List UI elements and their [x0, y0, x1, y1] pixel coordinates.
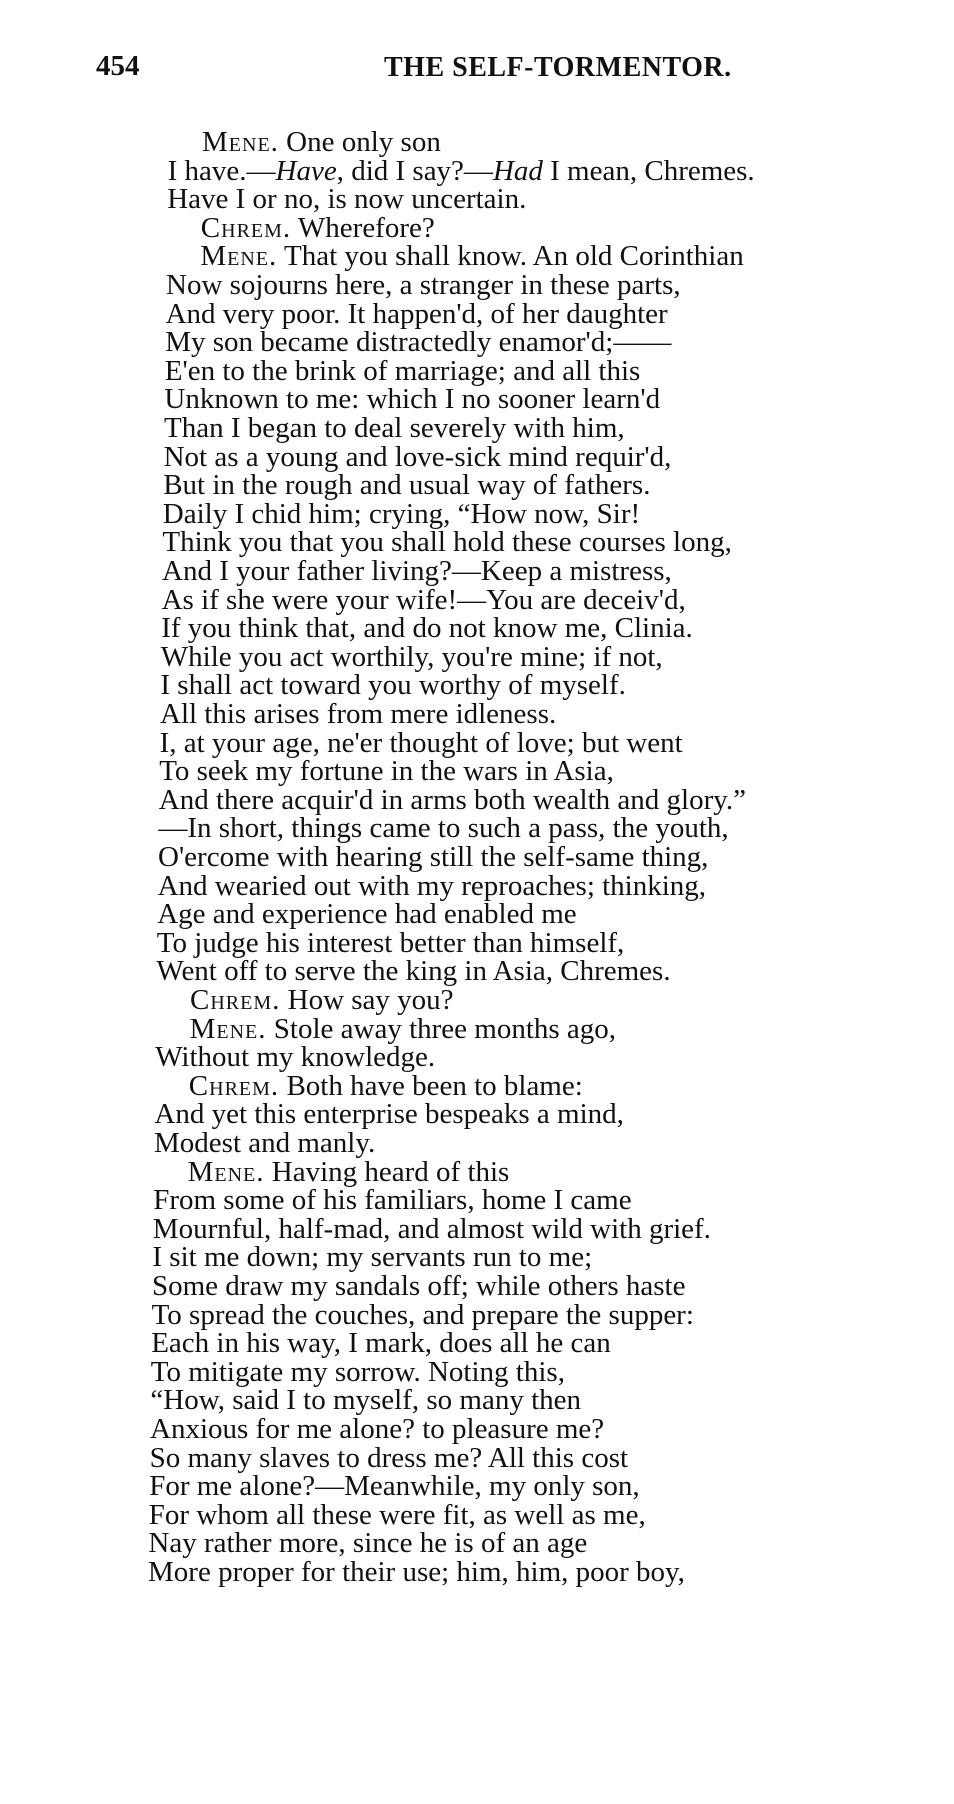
- line-text: Some draw my sandals off; while others haste: [152, 1270, 686, 1302]
- speaker-name: Mene.: [187, 1155, 265, 1188]
- line-text: To mitigate my sorrow. Noting this,: [150, 1355, 565, 1388]
- line-text: And there acquir'd in arms both wealth and glory.”: [158, 783, 746, 816]
- verse-line: [155, 1070, 583, 1102]
- speaker-name: Mene.: [200, 240, 278, 273]
- verse-line: [157, 927, 625, 959]
- line-text: So many slaves to dress me? All this cost: [149, 1441, 629, 1474]
- line-text: “How, said I to myself, so many then: [150, 1384, 582, 1417]
- line-text: I, at your age, ne'er thought of love; but went: [159, 726, 683, 759]
- verse-line: [159, 755, 614, 787]
- verse-line: [161, 612, 693, 644]
- line-text: For me alone?—Meanwhile, my only son,: [149, 1470, 640, 1503]
- verse-line: [154, 1156, 510, 1188]
- line-text: Anxious for me alone? to pleasure me?: [150, 1413, 605, 1445]
- verse-line: [158, 870, 706, 902]
- line-text: Stole away three months ago,: [266, 1012, 617, 1045]
- line-text: I have.—: [167, 154, 276, 187]
- line-text: E'en to the brink of marriage; and all this: [164, 354, 641, 387]
- verse-line: [151, 1327, 611, 1359]
- line-text: O'ercome with hearing still the self-same thing,: [158, 841, 709, 873]
- emphasis-text: Had: [492, 154, 543, 187]
- page-number: 454: [96, 50, 140, 82]
- verse-line: [163, 498, 640, 530]
- verse-line: [154, 1098, 624, 1130]
- line-text: And yet this enterprise bespeaks a mind,: [154, 1098, 624, 1131]
- verse-line: [164, 441, 672, 473]
- line-text: And very poor. It happen'd, of her daughter: [165, 297, 668, 330]
- line-text: And I your father living?—Keep a mistress,: [162, 555, 672, 587]
- line-text: I shall act toward you worthy of myself.: [160, 669, 626, 702]
- line-text: To seek my fortune in the wars in Asia,: [159, 755, 614, 788]
- line-text: Unknown to me: which I no sooner learn'd: [164, 383, 661, 416]
- verse-line: [160, 727, 683, 759]
- verse-line: [155, 1041, 435, 1073]
- line-text: To spread the couches, and prepare the supper:: [151, 1298, 694, 1331]
- verse-line: [156, 984, 454, 1016]
- line-text: One only son: [278, 126, 441, 158]
- verse-line: [152, 1241, 592, 1273]
- verse-line: [154, 1127, 375, 1159]
- verse-line: [164, 383, 660, 415]
- line-text: Modest and manly.: [154, 1127, 376, 1159]
- verse-line: [168, 126, 441, 158]
- verse-line: [149, 1499, 646, 1531]
- verse-line: [158, 812, 728, 844]
- line-text: Without my knowledge.: [155, 1041, 436, 1074]
- verse-line: [153, 1213, 711, 1245]
- verse-line: [159, 784, 746, 816]
- verse-line: [168, 155, 755, 187]
- verse-line: [150, 1442, 628, 1474]
- line-text: I mean, Chremes.: [542, 154, 755, 187]
- verse-line: [152, 1270, 685, 1302]
- line-text: Age and experience had enabled me: [157, 898, 577, 931]
- line-text: If you think that, and do not know me, Clinia.: [161, 612, 693, 645]
- verse-line: [150, 1384, 581, 1416]
- line-text: Wherefore?: [291, 211, 435, 244]
- verse-line: [164, 412, 625, 444]
- verse-line: [158, 841, 708, 873]
- line-text: To judge his interest better than himself,: [156, 926, 625, 959]
- verse-line: [163, 469, 650, 501]
- verse-line: [161, 641, 663, 673]
- line-text: From some of his familiars, home I came: [153, 1184, 632, 1217]
- verse-line: [166, 298, 668, 330]
- line-text: How say you?: [280, 984, 454, 1016]
- verse-line: [162, 555, 672, 587]
- verse-line: [150, 1413, 604, 1445]
- line-text: did I say?—: [343, 154, 493, 187]
- line-text: Each in his way, I mark, does all he can: [151, 1327, 611, 1360]
- verse-line: [157, 898, 576, 930]
- verse-line: [148, 1527, 587, 1559]
- verse-line: [156, 1013, 616, 1045]
- line-text: Not as a young and love-sick mind requir'd,: [163, 440, 672, 473]
- emphasis-text: Have,: [275, 154, 344, 187]
- line-text: —In short, things came to such a pass, the youth,: [158, 812, 729, 845]
- line-text: While you act worthily, you're mine; if not,: [160, 640, 663, 673]
- line-text: Mournful, half-mad, and almost wild with grief.: [152, 1212, 711, 1245]
- verse-line: [151, 1356, 565, 1388]
- line-text: As if she were your wife!—You are deceiv'd,: [161, 583, 686, 616]
- line-text: That you shall know. An old Corinthian: [277, 240, 744, 273]
- line-text: Have I or no, is now uncertain.: [167, 183, 527, 216]
- verse-line: [160, 698, 556, 730]
- line-text: Both have been to blame:: [279, 1069, 583, 1102]
- page-header: [0, 50, 954, 94]
- verse-line: [167, 212, 435, 244]
- speaker-name: Mene.: [189, 1012, 267, 1045]
- line-text: For whom all these were fit, as well as me,: [148, 1498, 646, 1531]
- verse-line: [165, 326, 671, 358]
- running-title: THE SELF-TORMENTOR.: [384, 52, 732, 83]
- line-text: And wearied out with my reproaches; thinking,: [157, 869, 707, 902]
- line-text: Nay rather more, since he is of an age: [148, 1527, 588, 1560]
- verse-line: [166, 269, 681, 301]
- line-text: Now sojourns here, a stranger in these parts,: [166, 269, 681, 301]
- line-text: My son became distractedly enamor'd;——: [165, 326, 672, 359]
- verse-line: [148, 1556, 685, 1588]
- verse-line: [152, 1299, 694, 1331]
- line-text: All this arises from mere idleness.: [160, 698, 557, 730]
- line-text: But in the rough and usual way of fathers.: [163, 469, 651, 502]
- speaker-name: Chrem.: [190, 984, 281, 1016]
- line-text: Went off to serve the king in Asia, Chremes.: [156, 955, 671, 988]
- line-text: Think you that you shall hold these courses long,: [162, 526, 732, 559]
- verse-line: [160, 669, 626, 701]
- line-text: Than I began to deal severely with him,: [164, 412, 625, 444]
- verse-line: [162, 584, 686, 616]
- line-text: Having heard of this: [264, 1155, 510, 1188]
- line-text: Daily I chid him; crying, “How now, Sir!: [162, 497, 641, 530]
- verse-line: [165, 355, 641, 387]
- speaker-name: Mene.: [202, 126, 279, 158]
- line-text: I sit me down; my servants run to me;: [152, 1241, 593, 1274]
- verse-line: [153, 1184, 631, 1216]
- speaker-name: Chrem.: [200, 211, 292, 244]
- verse-line: [166, 240, 743, 272]
- verse-line: [162, 526, 731, 558]
- line-text: More proper for their use; him, him, poor boy,: [148, 1556, 685, 1588]
- verse-line: [156, 955, 670, 987]
- verse-line: [167, 183, 526, 215]
- speaker-name: Chrem.: [188, 1069, 280, 1102]
- verse-line: [149, 1470, 640, 1502]
